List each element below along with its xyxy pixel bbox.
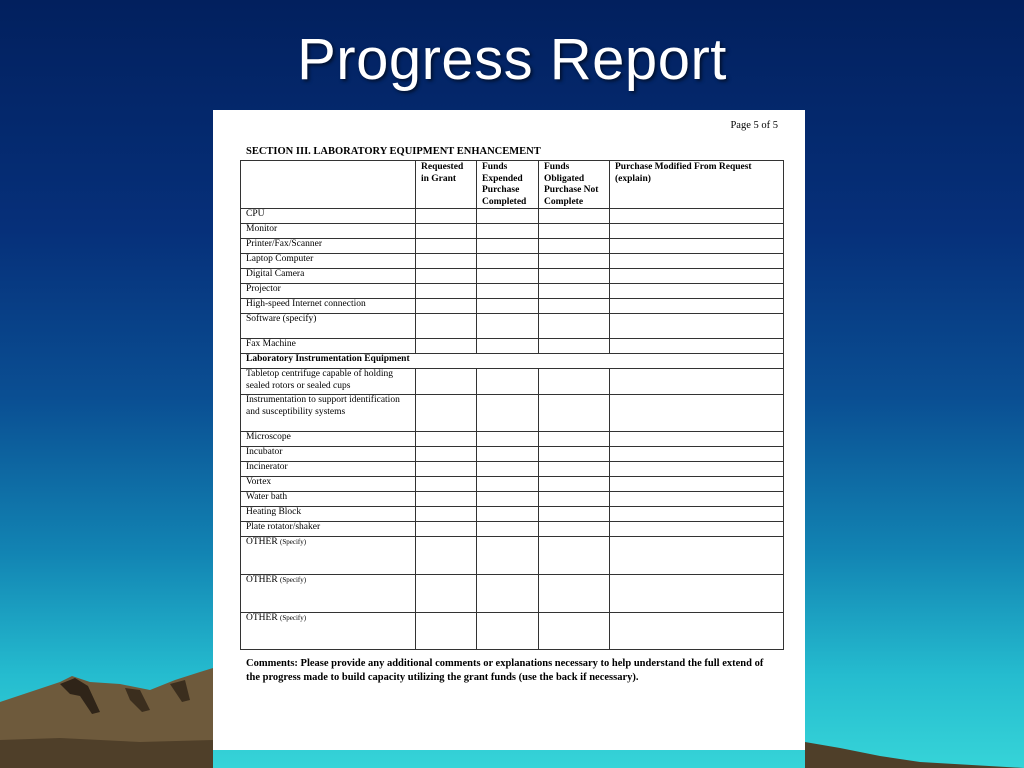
specify-text: (Specify) [280,538,307,546]
expended-cell[interactable] [477,522,539,537]
obligated-cell[interactable] [539,432,610,447]
obligated-cell[interactable] [539,492,610,507]
modified-cell[interactable] [610,369,784,395]
requested-cell[interactable] [416,254,477,269]
item-label: Microscope [241,432,416,447]
modified-cell[interactable] [610,477,784,492]
other-label [241,575,416,613]
item-label: Fax Machine [241,339,416,354]
expended-cell[interactable] [477,462,539,477]
requested-cell[interactable] [416,492,477,507]
table-row [241,477,784,492]
requested-cell[interactable] [416,447,477,462]
requested-cell[interactable] [416,299,477,314]
table-row [241,432,784,447]
expended-cell[interactable] [477,299,539,314]
specify-text: (Specify) [280,576,307,584]
other-text: OTHER [246,613,278,623]
table-row [241,224,784,239]
obligated-cell[interactable] [539,395,610,432]
column-header-expended: Funds Expended Purchase Completed [477,161,539,209]
expended-cell[interactable] [477,314,539,339]
expended-cell[interactable] [477,339,539,354]
obligated-cell[interactable] [539,477,610,492]
obligated-cell[interactable] [539,254,610,269]
obligated-cell[interactable] [539,224,610,239]
comments-instructions: Comments: Please provide any additional comments or explanations necessary to help understand the full extend of the progress made to build capacity utilizing the grant funds (use the back if necessary). [246,658,764,683]
table-row [241,369,784,395]
requested-cell[interactable] [416,395,477,432]
table-row [241,254,784,269]
subsection-row [241,354,784,369]
page-number: Page 5 of 5 [730,120,778,131]
obligated-cell[interactable] [539,284,610,299]
expended-cell[interactable] [477,254,539,269]
requested-cell[interactable] [416,314,477,339]
obligated-cell[interactable] [539,209,610,224]
other-row [241,575,784,613]
expended-cell[interactable] [477,395,539,432]
obligated-cell[interactable] [539,314,610,339]
expended-cell[interactable] [477,613,539,650]
table-row [241,507,784,522]
other-text: OTHER [246,537,278,547]
item-label: Laptop Computer [241,254,416,269]
expended-cell[interactable] [477,432,539,447]
table-row [241,209,784,224]
requested-cell[interactable] [416,462,477,477]
obligated-cell[interactable] [539,575,610,613]
obligated-cell[interactable] [539,369,610,395]
table-row [241,239,784,254]
table-row [241,447,784,462]
requested-cell[interactable] [416,339,477,354]
table-row [241,299,784,314]
item-label: Monitor [241,224,416,239]
expended-cell[interactable] [477,269,539,284]
expended-cell[interactable] [477,284,539,299]
item-label: Water bath [241,492,416,507]
other-label [241,613,416,650]
other-label [241,537,416,575]
modified-cell[interactable] [610,209,784,224]
obligated-cell[interactable] [539,239,610,254]
table-row [241,395,784,432]
expended-cell[interactable] [477,239,539,254]
expended-cell[interactable] [477,447,539,462]
obligated-cell[interactable] [539,613,610,650]
requested-cell[interactable] [416,507,477,522]
other-row [241,537,784,575]
item-label: Plate rotator/shaker [241,522,416,537]
modified-cell[interactable] [610,613,784,650]
modified-cell[interactable] [610,395,784,432]
other-row [241,613,784,650]
item-label: Incubator [241,447,416,462]
item-label: Projector [241,284,416,299]
expended-cell[interactable] [477,369,539,395]
column-header-modified: Purchase Modified From Request (explain) [610,161,784,209]
item-label: Vortex [241,477,416,492]
subsection-title: Laboratory Instrumentation Equipment [241,354,784,369]
column-header-item [241,161,416,209]
specify-text: (Specify) [280,614,307,622]
section-title: SECTION III. LABORATORY EQUIPMENT ENHANCEMENT [246,146,541,157]
item-label: Printer/Fax/Scanner [241,239,416,254]
modified-cell[interactable] [610,575,784,613]
obligated-cell[interactable] [539,522,610,537]
item-label: Tabletop centrifuge capable of holding sealed rotors or sealed cups [241,369,416,395]
requested-cell[interactable] [416,239,477,254]
expended-cell[interactable] [477,575,539,613]
modified-cell[interactable] [610,447,784,462]
requested-cell[interactable] [416,522,477,537]
obligated-cell[interactable] [539,339,610,354]
table-row [241,522,784,537]
obligated-cell[interactable] [539,447,610,462]
requested-cell[interactable] [416,477,477,492]
requested-cell[interactable] [416,284,477,299]
column-header-obligated: Funds Obligated Purchase Not Complete [539,161,610,209]
modified-cell[interactable] [610,339,784,354]
table-row [241,314,784,339]
requested-cell[interactable] [416,224,477,239]
modified-cell[interactable] [610,462,784,477]
expended-cell[interactable] [477,224,539,239]
modified-cell[interactable] [610,254,784,269]
item-label: Heating Block [241,507,416,522]
modified-cell[interactable] [610,522,784,537]
modified-cell[interactable] [610,239,784,254]
modified-cell[interactable] [610,314,784,339]
modified-cell[interactable] [610,269,784,284]
table-row [241,284,784,299]
requested-cell[interactable] [416,209,477,224]
expended-cell[interactable] [477,477,539,492]
obligated-cell[interactable] [539,269,610,284]
modified-cell[interactable] [610,492,784,507]
item-label: Digital Camera [241,269,416,284]
modified-cell[interactable] [610,299,784,314]
modified-cell[interactable] [610,224,784,239]
slide-title: Progress Report [297,27,727,92]
modified-cell[interactable] [610,284,784,299]
item-label: CPU [241,209,416,224]
requested-cell[interactable] [416,537,477,575]
table-row [241,339,784,354]
equipment-table [240,160,784,650]
table-header-row [241,161,784,209]
requested-cell[interactable] [416,269,477,284]
modified-cell[interactable] [610,537,784,575]
expended-cell[interactable] [477,209,539,224]
item-label: High-speed Internet connection [241,299,416,314]
obligated-cell[interactable] [539,507,610,522]
expended-cell[interactable] [477,492,539,507]
obligated-cell[interactable] [539,537,610,575]
requested-cell[interactable] [416,369,477,395]
other-text: OTHER [246,575,278,585]
progress-report-page [213,110,805,750]
item-label: Instrumentation to support identification and susceptibility systems [241,395,416,432]
modified-cell[interactable] [610,432,784,447]
item-label: Software (specify) [241,314,416,339]
expended-cell[interactable] [477,537,539,575]
requested-cell[interactable] [416,613,477,650]
modified-cell[interactable] [610,507,784,522]
table-row [241,462,784,477]
column-header-requested: Requested in Grant [416,161,477,209]
obligated-cell[interactable] [539,299,610,314]
item-label: Incinerator [241,462,416,477]
table-row [241,269,784,284]
expended-cell[interactable] [477,507,539,522]
obligated-cell[interactable] [539,462,610,477]
requested-cell[interactable] [416,575,477,613]
table-row [241,492,784,507]
requested-cell[interactable] [416,432,477,447]
